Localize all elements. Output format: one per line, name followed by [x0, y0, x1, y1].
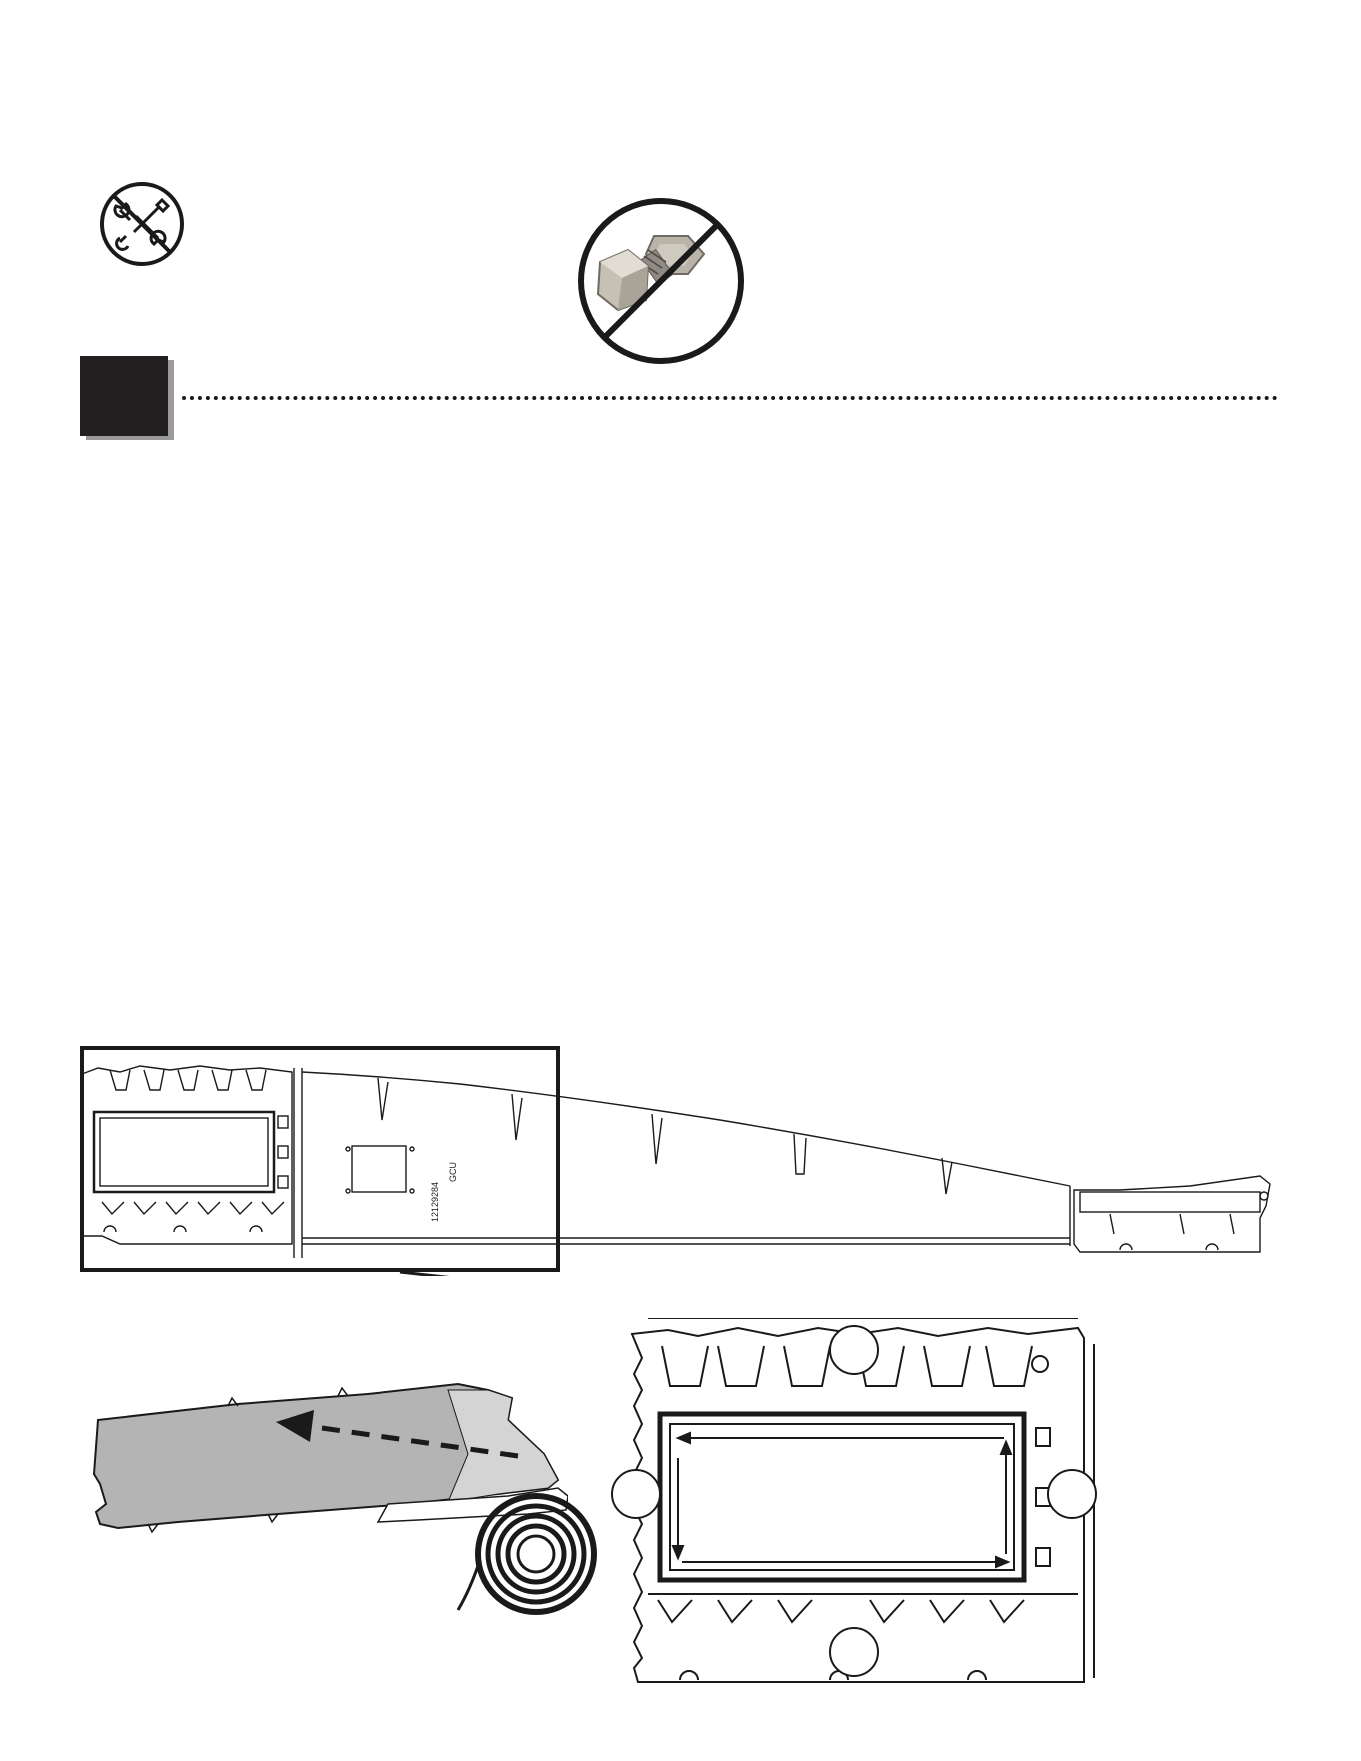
panel-part-code: GCU — [448, 1162, 458, 1182]
bracket-detail-illustration — [608, 1318, 1108, 1698]
step-divider — [182, 396, 1278, 400]
no-tools-icon — [98, 180, 186, 268]
step-number-block — [80, 356, 174, 440]
gasket-tape-roll-icon — [450, 1490, 600, 1630]
panel-overview-illustration — [80, 1046, 1300, 1276]
panel-part-number: 12129284 — [430, 1181, 440, 1222]
no-hardware-icon — [576, 196, 746, 366]
step-number — [80, 356, 168, 436]
